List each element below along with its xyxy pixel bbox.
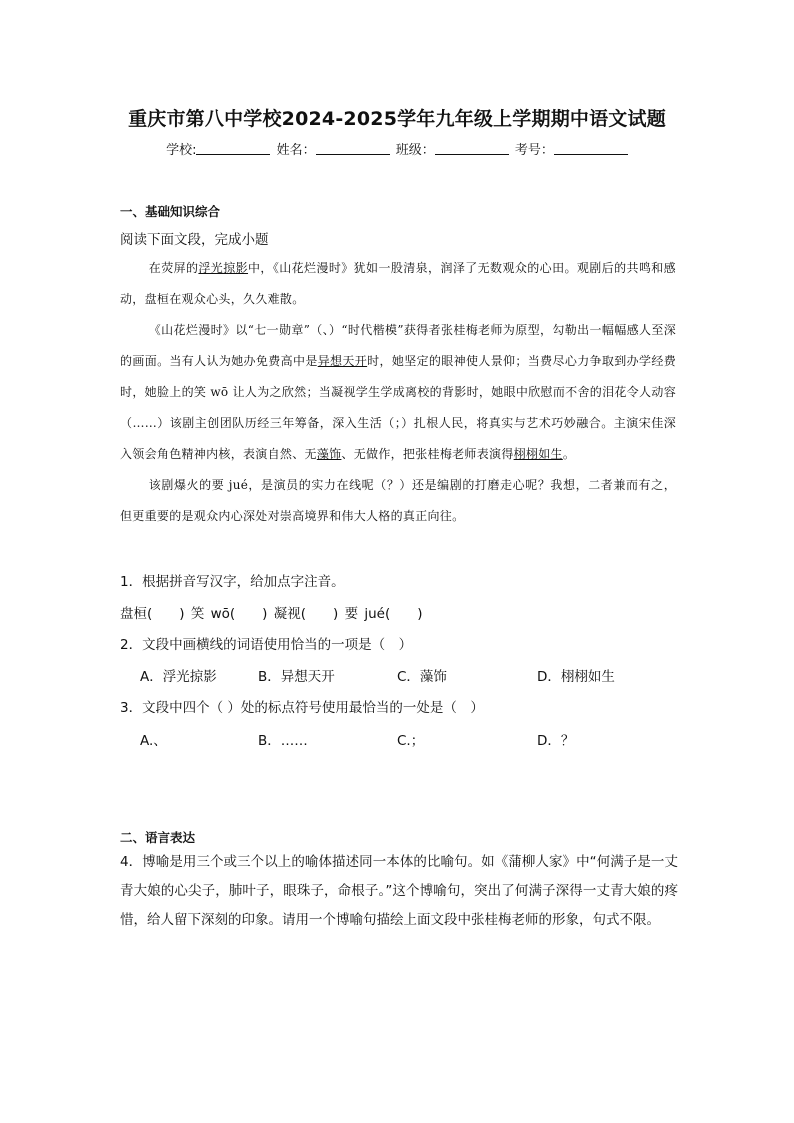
q2-option-a[interactable]: A．浮光掠影	[140, 669, 217, 685]
passage-text: 时，她坚定的眼神使人景仰；当费尽心力争取到办学经费时，她脸上的笑 wō 让人为之欣然；当凝视学生学成离校的背影时，她眼中欣慰而不舍的泪花令人动容（……）该剧主创团队历经三年筹备，深入生活（；）扎根人民，将真实与艺术巧妙融合。主演宋佳深入领会角色精神内核，表演自然、无	[120, 354, 676, 461]
passage-text: 中，《山花烂漫时》犹如一股清泉，润泽了无数观众的心田。观剧后的共鸣和感动，盘桓在观众心头，久久难散。	[120, 261, 676, 306]
exam-number-label: 考号：	[514, 143, 554, 158]
passage-paragraph-3: 该剧爆火的要 jué，是演员的实力在线呢（？）还是编剧的打磨走心呢？我想，二者兼而有之，但更重要的是观众内心深处对崇高境界和伟大人格的真正向往。	[120, 478, 676, 523]
q3-option-c[interactable]: C.；	[397, 733, 425, 749]
q2-option-c[interactable]: C．藻饰	[397, 669, 447, 685]
name-label: 姓名：	[276, 143, 316, 158]
school-blank[interactable]	[196, 142, 270, 155]
name-blank[interactable]	[316, 142, 390, 155]
page-title: 重庆市第八中学校2024-2025学年九年级上学期期中语文试题	[128, 108, 666, 130]
passage-text: 在荧屏的	[148, 261, 199, 275]
section-heading-2: 二、语言表达	[120, 830, 196, 845]
question-3: 3．文段中四个（ ）处的标点符号使用最恰当的一处是（ ）	[120, 700, 484, 716]
q3-option-d[interactable]: D．？	[537, 733, 575, 749]
underlined-word-1: 浮光掠影	[198, 261, 249, 275]
q2-option-b[interactable]: B．异想天开	[258, 669, 335, 685]
question-1: 1．根据拼音写汉字，给加点字注音。	[120, 574, 345, 590]
passage-text: 。	[562, 447, 576, 461]
q2-option-d[interactable]: D．栩栩如生	[537, 669, 615, 685]
question-2: 2．文段中画横线的词语使用恰当的一项是（ ）	[120, 637, 413, 653]
q3-option-b[interactable]: B．……	[258, 733, 308, 749]
question-4: 4．博喻是用三个或三个以上的喻体描述同一本体的比喻句。如《蒲柳人家》中“何满子是一丈青大娘的心尖子，肺叶子，眼珠子，命根子。”这个博喻句，突出了何满子深得一丈青大娘的疼惜，给人留下深刻的印象。请用一个博喻句描绘上面文段中张桂梅老师的形象，句式不限。	[120, 854, 678, 928]
question-1-blanks: 盘桓( ) 笑 wō( ) 凝视( ) 要 jué( )	[120, 606, 423, 622]
student-info-line	[0, 139, 794, 158]
exam-number-blank[interactable]	[554, 142, 628, 155]
underlined-word-3: 藻饰	[316, 447, 342, 461]
passage-text: 、无做作，把张桂梅老师表演得	[341, 447, 514, 461]
school-label: 学校:	[166, 143, 197, 158]
class-blank[interactable]	[435, 142, 509, 155]
passage-text: 《山花烂漫时》以“七一勋章”（、）“时代楷模”获得者张桂梅老师为原型，勾勒出一幅幅感人至深的画面。当有人认为她办免费高中是	[120, 323, 676, 368]
underlined-word-2: 异想天开	[317, 354, 368, 368]
section-heading-1: 一、基础知识综合	[120, 204, 221, 219]
q3-option-a[interactable]: A.、	[140, 733, 167, 749]
passage-paragraph-2	[120, 315, 676, 470]
passage-paragraph-1	[120, 253, 676, 315]
reading-passage	[120, 253, 676, 532]
class-label: 班级：	[395, 143, 435, 158]
instruction-text: 阅读下面文段，完成小题	[120, 232, 269, 248]
underlined-word-4: 栩栩如生	[513, 447, 563, 461]
